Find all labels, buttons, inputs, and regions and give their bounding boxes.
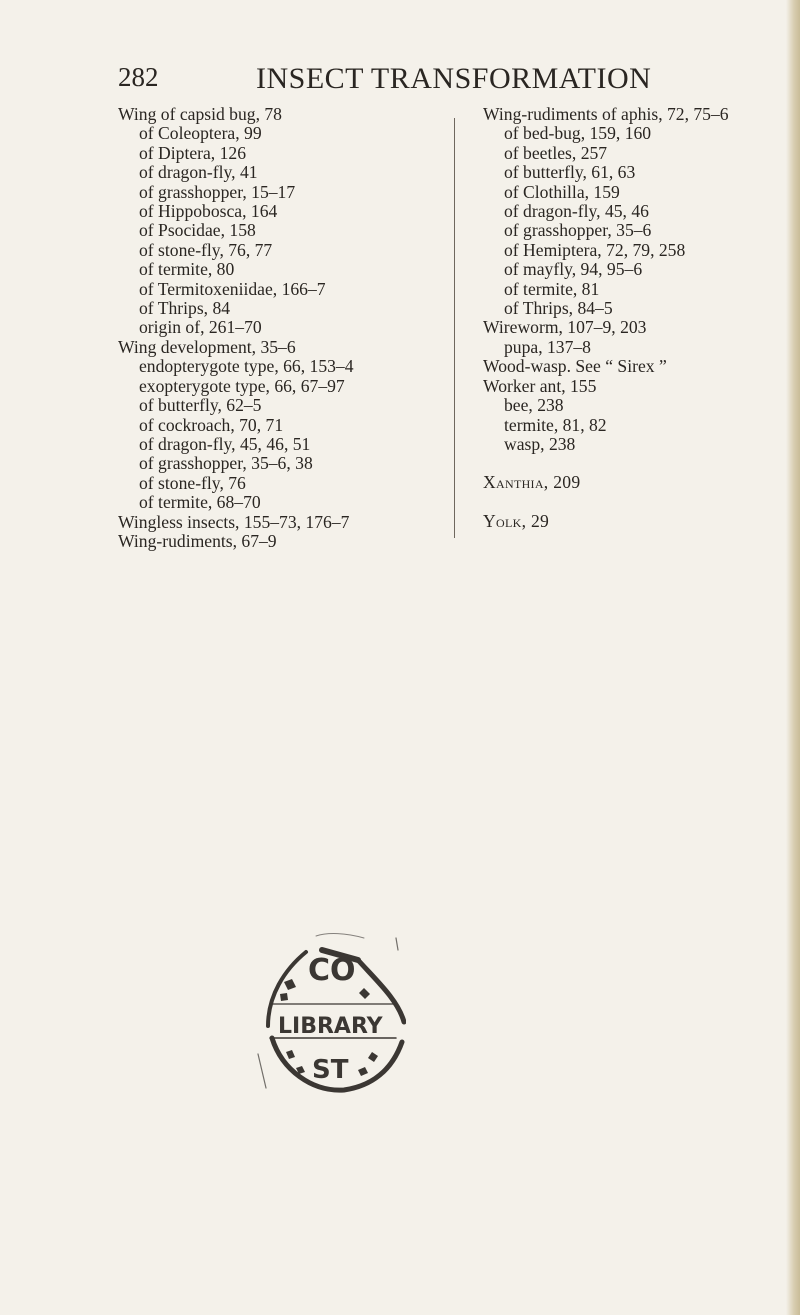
index-subentry: endopterygote type, 66, 153–4 (139, 356, 354, 377)
index-subentry: of cockroach, 70, 71 (139, 414, 284, 435)
index-subentry: of grasshopper, 35–6 (504, 220, 652, 241)
index-subentry: origin of, 261–70 (139, 317, 262, 338)
index-subentry: of Psocidae, 158 (139, 220, 256, 241)
entry-group-gap (483, 454, 795, 473)
index-subentry: of termite, 81 (504, 278, 600, 299)
index-subentry: of termite, 68–70 (139, 492, 261, 513)
index-subentry: of dragon-fly, 45, 46, 51 (139, 433, 311, 454)
stamp-top-text: CO (308, 953, 356, 988)
index-subentry: bee, 238 (504, 395, 564, 416)
index-subentry: of Thrips, 84–5 (504, 298, 613, 319)
index-subentry: of grasshopper, 35–6, 38 (139, 453, 313, 474)
index-entry: Wing development, 35–6 (118, 336, 296, 357)
index-entry: Worker ant, 155 (483, 375, 597, 396)
index-subentry: of Hemiptera, 72, 79, 258 (504, 239, 686, 260)
index-entry-xanthia: Xanthia, 209 (483, 472, 581, 493)
running-title: INSECT TRANSFORMATION (256, 62, 652, 95)
index-subentry: of Clothilla, 159 (504, 181, 620, 202)
index-entry: Wireworm, 107–9, 203 (483, 317, 647, 338)
index-subentry: of butterfly, 61, 63 (504, 162, 636, 183)
index-subentry: of stone-fly, 76, 77 (139, 239, 273, 260)
index-subentry: of grasshopper, 15–17 (139, 181, 296, 202)
index-subentry: of stone-fly, 76 (139, 472, 246, 493)
entry-group-gap (483, 493, 795, 512)
index-subentry: of bed-bug, 159, 160 (504, 123, 652, 144)
index-entry: Wood-wasp. See “ Sirex ” (483, 356, 667, 377)
index-entry: Wing of capsid bug, 78 (118, 104, 282, 124)
stamp-middle-text: LIBRARY (278, 1014, 383, 1039)
index-entry: Wingless insects, 155–73, 176–7 (118, 511, 350, 532)
index-entry: Wing-rudiments, 67–9 (118, 530, 277, 551)
index-subentry: of mayfly, 94, 95–6 (504, 259, 643, 280)
stamp-bottom-text: ST (312, 1055, 349, 1085)
index-subentry: of dragon-fly, 45, 46 (504, 201, 649, 222)
index-subentry: pupa, 137–8 (504, 336, 591, 357)
index-subentry: of butterfly, 62–5 (139, 395, 262, 416)
index-subentry: of dragon-fly, 41 (139, 162, 258, 183)
page-header (118, 62, 678, 102)
index-subentry: of Thrips, 84 (139, 298, 231, 319)
page-number: 282 (118, 62, 159, 92)
index-subentry: of Coleoptera, 99 (139, 123, 262, 144)
index-entry: Wing-rudiments of aphis, 72, 75–6 (483, 104, 729, 124)
library-stamp-seal (246, 930, 406, 1095)
index-subentry: of termite, 80 (139, 259, 235, 280)
index-column-right (483, 105, 795, 531)
index-subentry: exopterygote type, 66, 67–97 (139, 375, 345, 396)
index-subentry: wasp, 238 (504, 433, 576, 454)
index-subentry: of Termitoxeniidae, 166–7 (139, 278, 326, 299)
column-divider (454, 118, 455, 538)
index-entry-yolk: Yolk, 29 (483, 510, 550, 531)
index-subentry: termite, 81, 82 (504, 414, 607, 435)
index-subentry: of Hippobosca, 164 (139, 201, 278, 222)
index-subentry: of beetles, 257 (504, 142, 608, 163)
index-subentry: of Diptera, 126 (139, 142, 246, 163)
index-column-left (118, 105, 448, 551)
library-stamp (246, 930, 406, 1095)
